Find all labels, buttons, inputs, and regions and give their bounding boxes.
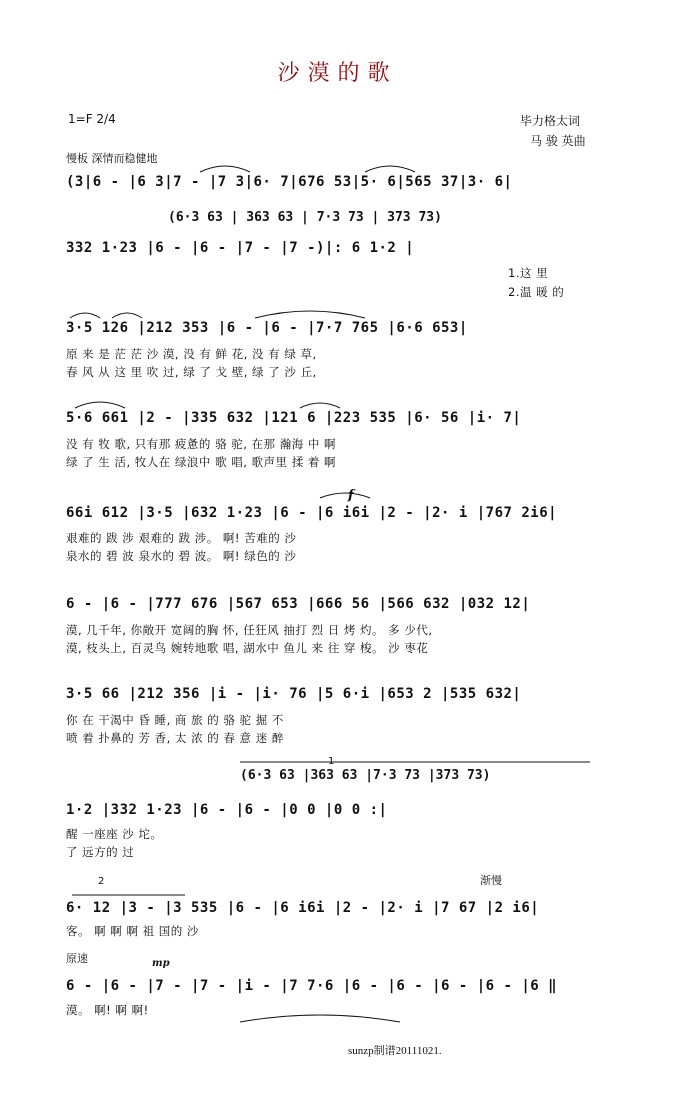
tempo-marking: 慢板 深情而稳健地 <box>66 152 158 165</box>
lyric-line: 泉水的 碧 波 泉水的 碧 波。 啊! 绿色的 沙 <box>66 549 297 563</box>
dynamic-mp: mp <box>152 958 170 969</box>
score-row-1: (3|6 - |6 3|7 - |7 3|6· 7|676 53|5· 6|565 37|3· 6| <box>66 174 513 190</box>
dynamic-forte: f <box>348 488 354 503</box>
lyric-line: 漠。 啊! 啊 啊! <box>66 1003 149 1017</box>
lyricist: 毕力格太词 <box>520 114 581 128</box>
volta-1: 1 <box>328 756 335 767</box>
transcriber-credit: sunzp制谱20111021. <box>348 1045 442 1057</box>
lyric-line: 客。 啊 啊 啊 祖 国的 沙 <box>66 924 199 938</box>
lyric-line: 漠, 几千年, 你敞开 宽阔的胸 怀, 任狂风 抽打 烈 日 烤 灼。 多 少代, <box>66 623 433 637</box>
score-row-3: 332 1·23 |6 - |6 - |7 - |7 -)|: 6 1·2 | <box>66 240 415 256</box>
score-row-10: 1·2 |332 1·23 |6 - |6 - |0 0 |0 0 :| <box>66 802 388 818</box>
score-row-11: 6· 12 |3 - |3 535 |6 - |6 i6i |2 - |2· i |7 67 |2 i6| <box>66 900 540 916</box>
lyric-line: 2.温 暖 的 <box>508 285 565 299</box>
score-row-7: 6 - |6 - |777 676 |567 653 |666 56 |566 632 |032 12| <box>66 596 531 612</box>
lyric-line: 你 在 干渴中 昏 睡, 商 旅 的 骆 驼 掘 不 <box>66 713 284 727</box>
lyric-line: 了 远方的 过 <box>66 845 135 859</box>
lyric-line: 绿 了 生 活, 牧人在 绿浪中 歌 唱, 歌声里 揉 着 啊 <box>66 455 337 469</box>
score-row-8: 3·5 66 |212 356 |i - |i· 76 |5 6·i |653 2 |535 632| <box>66 686 522 702</box>
key-signature: 1=F 2/4 <box>68 112 116 126</box>
score-row-9: (6·3 63 |363 63 |7·3 73 |373 73) <box>240 768 491 783</box>
lyric-line: 醒 一座座 沙 坨。 <box>66 827 163 841</box>
ritardando-marking: 渐慢 <box>480 874 502 887</box>
score-row-12: 6 - |6 - |7 - |7 - |i - |7 7·6 |6 - |6 - |6 - |6 - |6 ‖ <box>66 978 558 994</box>
lyric-line: 原 来 是 茫 茫 沙 漠, 没 有 鲜 花, 没 有 绿 草, <box>66 347 317 361</box>
lyric-line: 漠, 枝头上, 百灵鸟 婉转地歌 唱, 湖水中 鱼儿 来 往 穿 梭。 沙 枣花 <box>66 641 429 655</box>
lyric-line: 艰难的 跋 涉 艰难的 跋 涉。 啊! 苦难的 沙 <box>66 531 297 545</box>
song-title: 沙漠的歌 <box>277 61 398 86</box>
composer: 马 骏 英曲 <box>530 134 586 148</box>
score-row-5: 5·6 661 |2 - |335 632 |121 6 |223 535 |6· 56 |i· 7| <box>66 410 522 426</box>
a-tempo-marking: 原速 <box>66 952 88 965</box>
score-row-4: 3·5 126 |212 353 |6 - |6 - |7·7 765 |6·6 653| <box>66 320 468 336</box>
lyric-line: 1.这 里 <box>508 266 549 280</box>
lyric-line: 喷 着 扑鼻的 芳 香, 太 浓 的 春 意 迷 醉 <box>66 731 284 745</box>
score-row-6: 66i 612 |3·5 |632 1·23 |6 - |6 i6i |2 - |2· i |767 2i6| <box>66 505 558 521</box>
lyric-line: 没 有 牧 歌, 只有那 疲惫的 骆 驼, 在那 瀚海 中 啊 <box>66 437 337 451</box>
volta-2: 2 <box>98 876 105 887</box>
score-row-2: (6·3 63 | 363 63 | 7·3 73 | 373 73) <box>168 210 442 225</box>
lyric-line: 春 风 从 这 里 吹 过, 绿 了 戈 壁, 绿 了 沙 丘, <box>66 365 317 379</box>
